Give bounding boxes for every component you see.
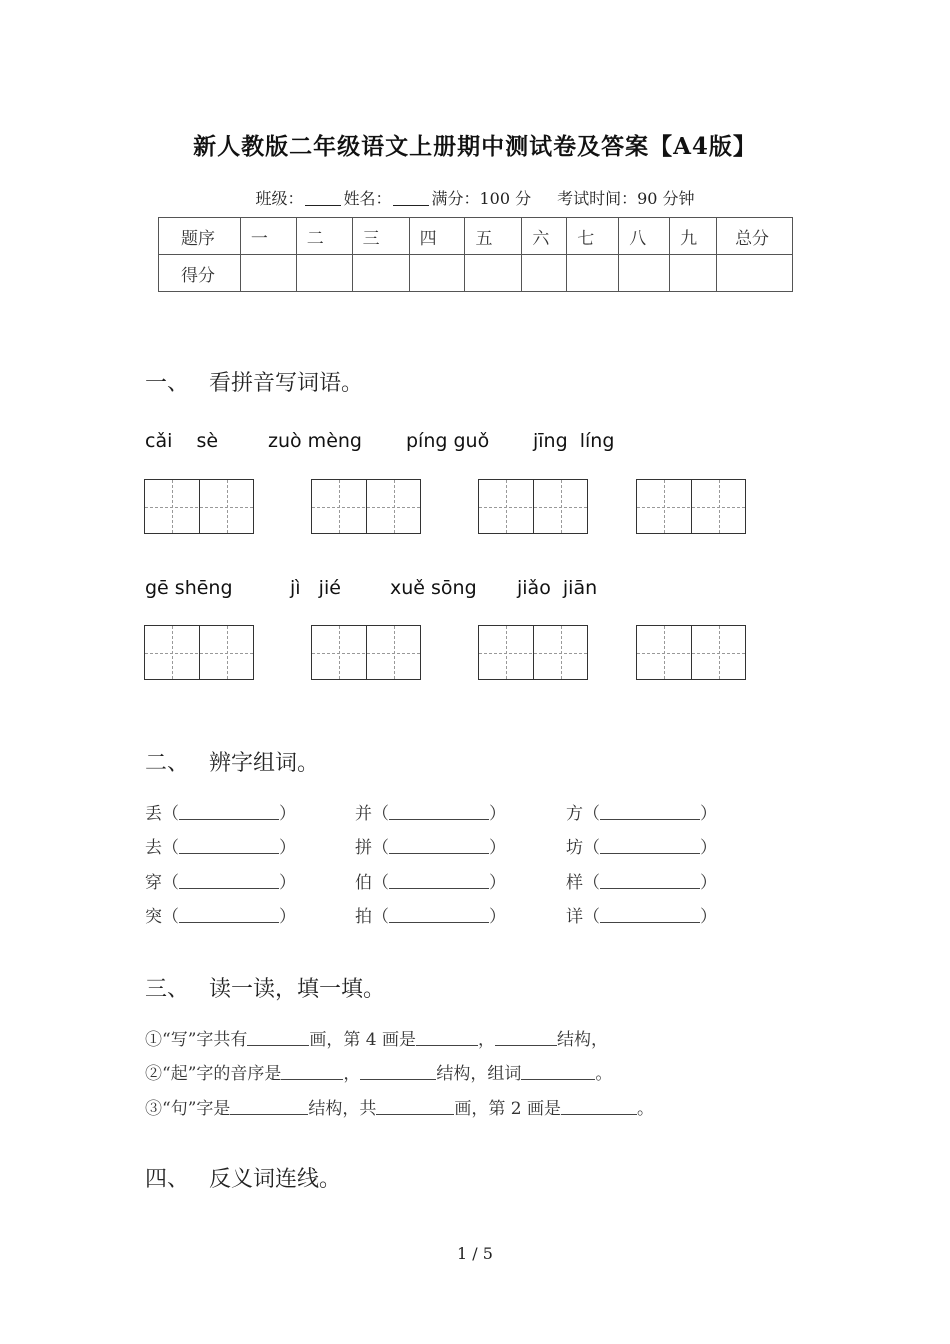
full-score: 满分：100 分 [431, 189, 532, 208]
score-input-cell[interactable] [619, 255, 670, 292]
answer-blank[interactable] [495, 1031, 557, 1046]
section-1-title: 看拼音写词语。 [209, 371, 364, 396]
pinyin-label: zuò mèng [268, 430, 362, 452]
score-input-cell[interactable] [240, 255, 296, 292]
fill-question-3: ③“句”字是 结构，共 画，第 2 画是 。 [145, 1099, 655, 1119]
tianzige-box[interactable] [311, 625, 421, 680]
score-row-label: 得分 [159, 255, 241, 292]
pinyin-label: cǎi sè [145, 430, 219, 452]
page-title: 新人教版二年级语文上册期中测试卷及答案【A4版】 [193, 133, 757, 160]
section-4-title: 反义词连线。 [209, 1167, 342, 1192]
score-input-cell[interactable] [670, 255, 717, 292]
name-blank[interactable] [393, 191, 429, 206]
answer-blank[interactable] [600, 839, 700, 854]
score-header-cell: 总分 [717, 218, 793, 255]
tianzige-box[interactable] [636, 625, 746, 680]
word-group-item: 样（ ） [566, 873, 717, 893]
tianzige-box[interactable] [311, 479, 421, 534]
word-group-item: 详（ ） [566, 907, 717, 927]
word-group-item: 穿（ ） [145, 873, 296, 893]
section-3-heading [145, 972, 385, 1003]
section-2-number: 二、 [145, 751, 190, 776]
pinyin-label: jīng líng [533, 430, 615, 452]
answer-blank[interactable] [179, 908, 279, 923]
score-header-cell: 题序 [159, 218, 241, 255]
word-group-item: 伯（ ） [355, 873, 506, 893]
tianzige-box[interactable] [478, 479, 588, 534]
word-group-item: 拼（ ） [355, 838, 506, 858]
answer-blank[interactable] [389, 908, 489, 923]
word-group-item: 丢（ ） [145, 804, 296, 824]
word-group-item: 拍（ ） [355, 907, 506, 927]
answer-blank[interactable] [389, 874, 489, 889]
score-header-cell: 九 [670, 218, 717, 255]
tianzige-box[interactable] [478, 625, 588, 680]
answer-blank[interactable] [179, 805, 279, 820]
score-header-cell: 六 [522, 218, 567, 255]
answer-blank[interactable] [179, 839, 279, 854]
score-input-cell[interactable] [717, 255, 793, 292]
section-2-title: 辨字组词。 [209, 751, 320, 776]
answer-blank[interactable] [179, 874, 279, 889]
word-group-item: 坊（ ） [566, 838, 717, 858]
tianzige-box[interactable] [144, 625, 254, 680]
answer-blank[interactable] [389, 805, 489, 820]
score-header-cell: 四 [409, 218, 465, 255]
tianzige-box[interactable] [144, 479, 254, 534]
section-1-number: 一、 [145, 371, 190, 396]
score-header-cell: 七 [567, 218, 619, 255]
score-header-cell: 三 [352, 218, 409, 255]
section-1-heading [145, 366, 363, 397]
answer-blank[interactable] [521, 1065, 595, 1080]
pinyin-label: xuě sōng [390, 577, 477, 599]
section-4-number: 四、 [145, 1167, 190, 1192]
score-header-cell: 一 [240, 218, 296, 255]
section-4-heading [145, 1162, 341, 1193]
answer-blank[interactable] [360, 1065, 436, 1080]
page-number: 1 / 5 [457, 1244, 493, 1263]
section-3-title: 读一读，填一填。 [209, 977, 386, 1002]
word-group-item: 去（ ） [145, 838, 296, 858]
answer-blank[interactable] [389, 839, 489, 854]
fill-question-1: ①“写”字共有 画，第 4 画是 ， 结构， [145, 1030, 609, 1050]
score-table [158, 217, 793, 292]
answer-blank[interactable] [281, 1065, 343, 1080]
word-group-item: 方（ ） [566, 804, 717, 824]
pinyin-label: píng guǒ [406, 430, 490, 452]
answer-blank[interactable] [600, 908, 700, 923]
section-2-heading [145, 746, 319, 777]
score-header-cell: 八 [619, 218, 670, 255]
score-table-header-row [159, 218, 793, 255]
pinyin-label: jì jié [290, 577, 341, 599]
score-input-cell[interactable] [522, 255, 567, 292]
section-3-number: 三、 [145, 977, 190, 1002]
answer-blank[interactable] [600, 805, 700, 820]
answer-blank[interactable] [600, 874, 700, 889]
exam-meta [0, 186, 950, 209]
pinyin-label: gē shēng [145, 577, 233, 599]
score-input-cell[interactable] [465, 255, 522, 292]
answer-blank[interactable] [230, 1100, 308, 1115]
answer-blank[interactable] [561, 1100, 637, 1115]
tianzige-box[interactable] [636, 479, 746, 534]
answer-blank[interactable] [247, 1031, 309, 1046]
pinyin-label: jiǎo jiān [517, 577, 598, 599]
word-group-item: 并（ ） [355, 804, 506, 824]
score-input-cell[interactable] [296, 255, 352, 292]
name-label: 姓名： [343, 189, 392, 208]
class-blank[interactable] [305, 191, 341, 206]
answer-blank[interactable] [376, 1100, 454, 1115]
score-input-cell[interactable] [352, 255, 409, 292]
score-header-cell: 二 [296, 218, 352, 255]
fill-question-2: ②“起”字的音序是 ， 结构，组词 。 [145, 1064, 613, 1084]
answer-blank[interactable] [416, 1031, 478, 1046]
score-input-cell[interactable] [567, 255, 619, 292]
word-group-item: 突（ ） [145, 907, 296, 927]
score-input-cell[interactable] [409, 255, 465, 292]
score-table-score-row [159, 255, 793, 292]
class-label: 班级： [255, 189, 304, 208]
score-header-cell: 五 [465, 218, 522, 255]
exam-time: 考试时间：90 分钟 [557, 189, 695, 208]
